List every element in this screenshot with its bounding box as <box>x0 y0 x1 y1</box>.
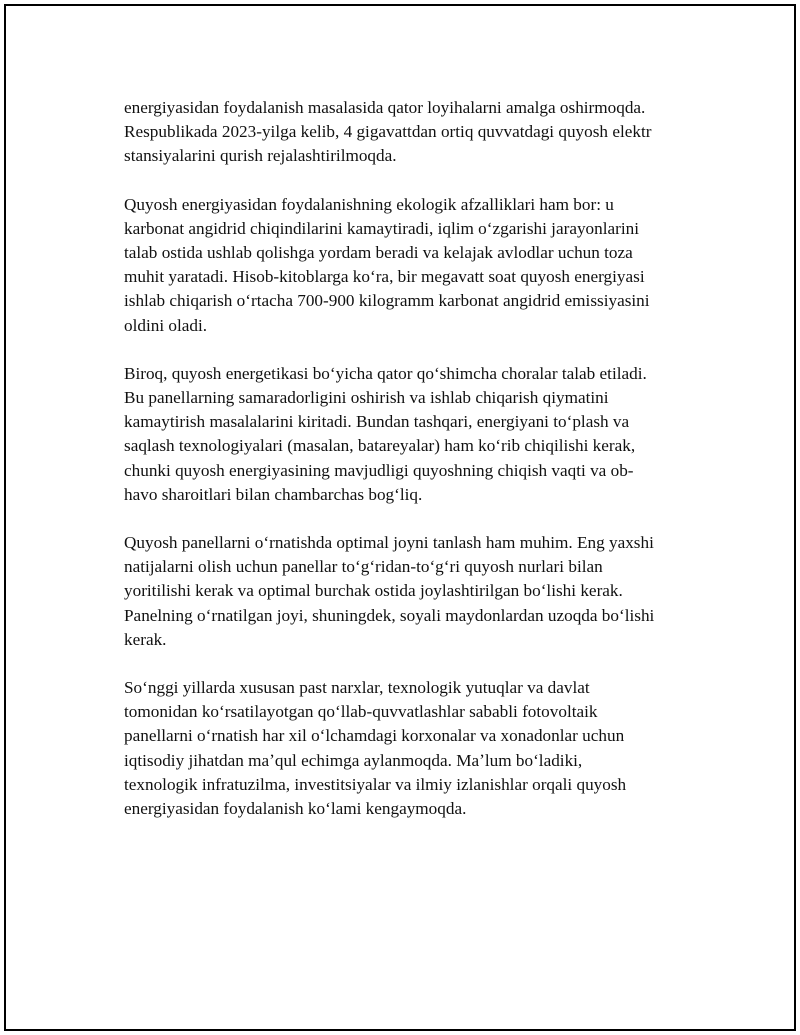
text-line: Respublikada 2023-yilga kelib, 4 gigavattdan ortiq quvvatdagi quyosh elektr <box>124 122 652 142</box>
text-line: texnologik infratuzilma, investitsiyalar va ilmiy izlanishlar orqali quyosh <box>124 774 627 794</box>
text-line: iqtisodiy jihatdan maʼqul echimga aylanmoqda. Maʼlum boʻladiki, <box>124 750 583 770</box>
text-line: Biroq, quyosh energetikasi boʻyicha qator qoʻshimcha choralar talab etiladi. <box>124 363 647 383</box>
text-line: karbonat angidrid chiqindilarini kamaytiradi, iqlim oʻzgarishi jarayonlarini <box>124 218 639 238</box>
paragraph-4 <box>124 531 694 652</box>
text-line: panellarni oʻrnatish har xil oʻlchamdagi korxonalar va xonadonlar uchun <box>124 726 625 746</box>
text-line: ishlab chiqarish oʻrtacha 700-900 kilogramm karbonat angidrid emissiyasini <box>124 291 650 311</box>
text-line: natijalarni olish uchun panellar toʻgʻridan-toʻgʻri quyosh nurlari bilan <box>124 557 603 577</box>
text-line: Panelning oʻrnatilgan joyi, shuningdek, soyali maydonlardan uzoqda boʻlishi <box>124 605 655 625</box>
text-line: talab ostida ushlab qolishga yordam beradi va kelajak avlodlar uchun toza <box>124 243 633 263</box>
paragraph-1 <box>124 96 694 169</box>
text-line: saqlash texnologiyalari (masalan, batareyalar) ham koʻrib chiqilishi kerak, <box>124 436 636 456</box>
text-line: oldini oladi. <box>124 315 208 335</box>
text-line: kerak. <box>124 629 167 649</box>
text-line: muhit yaratadi. Hisob-kitoblarga koʻra, bir megavatt soat quyosh energiyasi <box>124 267 645 287</box>
paragraph-5 <box>124 676 694 821</box>
text-line: Bu panellarning samaradorligini oshirish va ishlab chiqarish qiymatini <box>124 388 609 408</box>
text-line: Quyosh panellarni oʻrnatishda optimal joyni tanlash ham muhim. Eng yaxshi <box>124 533 654 553</box>
text-line: energiyasidan foydalanish masalasida qator loyihalarni amalga oshirmoqda. <box>124 98 646 117</box>
text-line: havo sharoitlari bilan chambarchas bogʻliq. <box>124 484 423 504</box>
text-line: energiyasidan foydalanish koʻlami kengaymoqda. <box>124 799 467 819</box>
paragraph-2 <box>124 193 694 338</box>
text-line: stansiyalarini qurish rejalashtirilmoqda. <box>124 146 397 166</box>
page-frame <box>4 4 796 1031</box>
text-line: tomonidan koʻrsatilayotgan qoʻllab-quvvatlashlar sababli fotovoltaik <box>124 702 598 722</box>
paragraph-3 <box>124 362 694 507</box>
text-line: Quyosh energiyasidan foydalanishning ekologik afzalliklari ham bor: u <box>124 194 614 214</box>
document-body <box>124 96 694 845</box>
text-line: kamaytirish masalalarini kiritadi. Bundan tashqari, energiyani toʻplash va <box>124 412 630 432</box>
text-line: chunki quyosh energiyasining mavjudligi quyoshning chiqish vaqti va ob- <box>124 460 634 480</box>
text-line: yoritilishi kerak va optimal burchak ostida joylashtirilgan boʻlishi kerak. <box>124 581 623 601</box>
text-line: Soʻnggi yillarda xususan past narxlar, texnologik yutuqlar va davlat <box>124 678 590 698</box>
